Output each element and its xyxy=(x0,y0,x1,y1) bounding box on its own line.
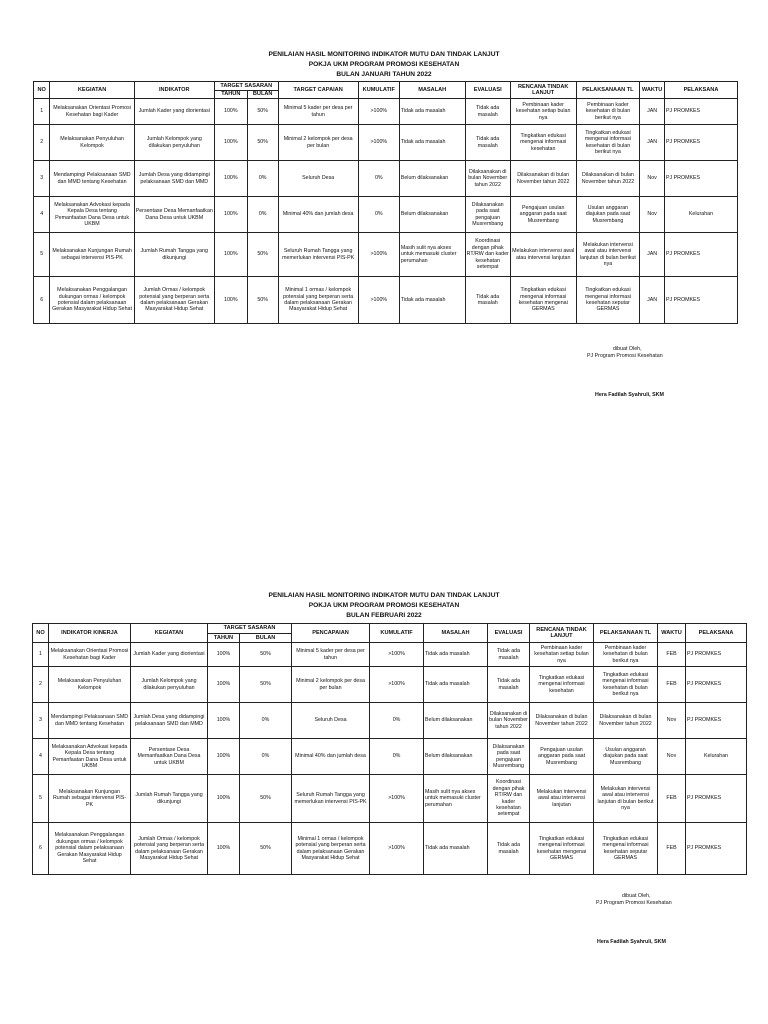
cell: Dilaksanakan di bulan November tahun 2022 xyxy=(530,703,594,739)
cell: Tidak ada masalah xyxy=(465,277,510,324)
cell: 100% xyxy=(214,277,247,324)
cell: FEB xyxy=(658,667,686,703)
cell: Pembinaan kader kesehatan setiap bulan nya xyxy=(510,99,576,125)
cell: 5 xyxy=(34,233,50,277)
cell: 50% xyxy=(240,667,292,703)
cell: 100% xyxy=(214,125,247,161)
cell: >100% xyxy=(358,233,399,277)
cell: 50% xyxy=(247,277,278,324)
cell: 1 xyxy=(33,643,49,667)
table-row xyxy=(33,739,747,775)
cell: Seluruh Rumah Tangga yang memerlukan intervensi PIS-PK xyxy=(292,775,370,823)
cell: Usulan anggaran diajukan pada saat Musrembang xyxy=(594,739,658,775)
cell: Koordinasi dengan pihak RT/RW dan kader kesehatan setempat xyxy=(465,233,510,277)
cell: JAN xyxy=(640,125,665,161)
cell: Minimal 1 ormas / kelompok potensial yang berperan serta dalam pelaksanaan Gerakan Masyarakat Hidup Sehat xyxy=(292,823,370,875)
table-row xyxy=(34,233,738,277)
cell: Nov xyxy=(658,739,686,775)
cell: JAN xyxy=(640,233,665,277)
cell: Belum dilaksanakan xyxy=(424,703,488,739)
cell: Tingkatkan edukasi mengenai informasi kesehatan xyxy=(510,125,576,161)
cell: Melaksanakan Orientasi Promosi Kesehatan bagi Kader xyxy=(50,99,134,125)
cell: PJ PROMKES xyxy=(686,703,747,739)
table-row xyxy=(33,775,747,823)
report-title xyxy=(0,50,768,80)
cell: 100% xyxy=(208,703,240,739)
cell: Seluruh Desa xyxy=(278,161,358,197)
cell: Melaksanakan Advokasi kepada Kepala Desa tentang Pemanfaatan Dana Desa untuk UKBM xyxy=(50,197,134,233)
header-evaluasi: EVALUASI xyxy=(488,624,530,643)
cell: 50% xyxy=(240,823,292,875)
title-line-3: BULAN FEBRUARI 2022 xyxy=(346,612,422,619)
cell: 2 xyxy=(34,125,50,161)
header-pelaksana: PELAKSANA xyxy=(664,82,737,99)
cell: Tingkatkan edukasi mengenai informasi kesehatan mengenai GERMAS xyxy=(530,823,594,875)
cell: Melaksanakan Kunjungan Rumah sebagai intervensi PIS-PK xyxy=(50,233,134,277)
cell: Dilaksanakan di bulan November tahun 2022 xyxy=(465,161,510,197)
cell: Jumlah Kader yang diorientasi xyxy=(134,99,214,125)
cell: Jumlah Rumah Tangga yang dikunjungi xyxy=(134,233,214,277)
header-bulan: BULAN xyxy=(240,634,292,643)
cell: PJ PROMKES xyxy=(664,161,737,197)
january-table xyxy=(33,81,738,324)
cell: Nov xyxy=(658,703,686,739)
cell: Dilaksanakan pada saat pengajuan Musrembang xyxy=(465,197,510,233)
cell: Pengajuan usulan anggaran pada saat Musrembang xyxy=(530,739,594,775)
cell: 1 xyxy=(34,99,50,125)
cell: JAN xyxy=(640,277,665,324)
cell: 50% xyxy=(247,125,278,161)
cell: 100% xyxy=(214,197,247,233)
cell: Melaksanakan Penyuluhan Kelompok xyxy=(49,667,131,703)
cell: Tingkatkan edukasi mengenai informasi kesehatan xyxy=(530,667,594,703)
cell: Tidak ada masalah xyxy=(424,823,488,875)
cell: 100% xyxy=(214,161,247,197)
cell: Belum dilaksanakan xyxy=(399,197,465,233)
header-capaian: TARGET CAPAIAN xyxy=(278,82,358,99)
cell: Tidak ada masalah xyxy=(399,277,465,324)
header-no: NO xyxy=(34,82,50,99)
cell: Tidak ada masalah xyxy=(488,667,530,703)
table-row xyxy=(34,99,738,125)
cell: Mendampingi Pelaksanaan SMD dan MMD tentang Kesehatan xyxy=(49,703,131,739)
title-line-1: PENILAIAN HASIL MONITORING INDIKATOR MUTU DAN TINDAK LANJUT xyxy=(268,592,500,599)
table-row xyxy=(34,125,738,161)
cell: Tidak ada masalah xyxy=(465,99,510,125)
cell: Nov xyxy=(640,161,665,197)
cell: 0% xyxy=(358,197,399,233)
cell: 3 xyxy=(34,161,50,197)
title-line-2: POKJA UKM PROGRAM PROMOSI KESEHATAN xyxy=(308,602,460,609)
cell: FEB xyxy=(658,643,686,667)
cell: Pembinaan kader kesehatan setiap bulan nya xyxy=(530,643,594,667)
cell: Persentase Desa Memanfaatkan Dana Desa untuk UKBM xyxy=(134,197,214,233)
cell: Dilaksanakan di bulan November tahun 2022 xyxy=(594,703,658,739)
header-kegiatan: KEGIATAN xyxy=(131,624,208,643)
table-row xyxy=(34,277,738,324)
header-waktu: WAKTU xyxy=(640,82,665,99)
cell: Koordinasi dengan pihak RT/RW dan kader kesehatan setempat xyxy=(488,775,530,823)
signature-role: PJ Program Promosi Kesehatan xyxy=(596,900,672,906)
signature-made-by: dibuat Oleh, xyxy=(622,893,651,899)
cell: Jumlah Kader yang diorientasi xyxy=(131,643,208,667)
cell: Tingkatkan edukasi mengenai informasi kesehatan di bulan berikut nya xyxy=(594,667,658,703)
cell: Seluruh Desa xyxy=(292,703,370,739)
january-rows xyxy=(34,99,738,324)
cell: Belum dilaksanakan xyxy=(424,739,488,775)
header-bulan: BULAN xyxy=(247,91,278,99)
cell: Tidak ada masalah xyxy=(399,125,465,161)
header-masalah: MASALAH xyxy=(399,82,465,99)
cell: Tidak ada masalah xyxy=(488,643,530,667)
cell: Tidak ada masalah xyxy=(465,125,510,161)
header-masalah: MASALAH xyxy=(424,624,488,643)
cell: 3 xyxy=(33,703,49,739)
title-line-2: POKJA UKM PROGRAM PROMOSI KESEHATAN xyxy=(308,61,460,68)
cell: 0% xyxy=(240,739,292,775)
cell: 100% xyxy=(214,99,247,125)
signature-block xyxy=(587,346,663,360)
cell: >100% xyxy=(370,643,424,667)
header-rencana: RENCANA TINDAK LANJUT xyxy=(510,82,576,99)
cell: 6 xyxy=(34,277,50,324)
cell: Dilaksanakan di bulan November tahun 2022 xyxy=(510,161,576,197)
cell: PJ PROMKES xyxy=(664,99,737,125)
cell: Usulan anggaran diajukan pada saat Musrembang xyxy=(576,197,640,233)
cell: Seluruh Rumah Tangga yang memerlukan intervensi PIS-PK xyxy=(278,233,358,277)
cell: 0% xyxy=(358,161,399,197)
cell: JAN xyxy=(640,99,665,125)
cell: Melakukan intervensi awal atau intervensi lanjutan di bulan berikut nya xyxy=(594,775,658,823)
cell: 6 xyxy=(33,823,49,875)
cell: Tidak ada masalah xyxy=(424,667,488,703)
cell: PJ PROMKES xyxy=(664,233,737,277)
cell: 0% xyxy=(370,703,424,739)
cell: Minimal 1 ormas / kelompok potensial yang berperan serta dalam pelaksanaan Gerakan Masyarakat Hidup Sehat xyxy=(278,277,358,324)
signature-role: PJ Program Promosi Kesehatan xyxy=(587,353,663,359)
cell: PJ PROMKES xyxy=(664,277,737,324)
cell: Minimal 40% dan jumlah desa xyxy=(278,197,358,233)
cell: Kelurahan xyxy=(664,197,737,233)
cell: 50% xyxy=(240,775,292,823)
cell: Minimal 5 kader per desa per tahun xyxy=(292,643,370,667)
header-pelaksana: PELAKSANA xyxy=(686,624,747,643)
february-rows xyxy=(33,643,747,875)
cell: Minimal 2 kelompok per desa per bulan xyxy=(292,667,370,703)
cell: Jumlah Ormas / kelompok potensial yang berperan serta dalam pelaksanaan Gerakan Masyarakat Hidup Sehat xyxy=(131,823,208,875)
cell: >100% xyxy=(370,823,424,875)
header-target: TARGET SASARAN xyxy=(214,82,278,91)
cell: 5 xyxy=(33,775,49,823)
header-pelaksanaan: PELAKSANAAN TL xyxy=(594,624,658,643)
cell: Melaksanakan Kunjungan Rumah sebagai intervensi PIS-PK xyxy=(49,775,131,823)
header-target: TARGET SASARAN xyxy=(208,624,292,634)
header-kegiatan: KEGIATAN xyxy=(50,82,134,99)
cell: Minimal 2 kelompok per desa per bulan xyxy=(278,125,358,161)
cell: 0% xyxy=(370,739,424,775)
cell: Jumlah Ormas / kelompok potensial yang berperan serta dalam pelaksanaan Gerakan Masyarakat Hidup Sehat xyxy=(134,277,214,324)
cell: FEB xyxy=(658,823,686,875)
cell: Dilaksanakan pada saat pengajuan Musrembang xyxy=(488,739,530,775)
header-indikator-kinerja: INDIKATOR KINERJA xyxy=(49,624,131,643)
cell: Melaksanakan Penggalangan dukungan ormas / kelompok potensial dalam pelaksanaan Gerakan Masyarakat Hidup Sehat xyxy=(49,823,131,875)
cell: Minimal 40% dan jumlah desa xyxy=(292,739,370,775)
cell: Tingkatkan edukasi mengenai informasi kesehatan seputar GERMAS xyxy=(576,277,640,324)
header-waktu: WAKTU xyxy=(658,624,686,643)
cell: Persentase Desa Memanfaatkan Dana Desa untuk UKBM xyxy=(131,739,208,775)
header-tahun: TAHUN xyxy=(208,634,240,643)
header-kumulatif: KUMULATIF xyxy=(358,82,399,99)
cell: PJ PROMKES xyxy=(686,823,747,875)
title-line-1: PENILAIAN HASIL MONITORING INDIKATOR MUTU DAN TINDAK LANJUT xyxy=(268,51,500,58)
table-row xyxy=(33,703,747,739)
cell: Mendampingi Pelaksanaan SMD dan MMD tentang Kesehatan xyxy=(50,161,134,197)
cell: 50% xyxy=(240,643,292,667)
cell: Masih sulit nya akses untuk memasuki cluster perumahan xyxy=(424,775,488,823)
cell: 0% xyxy=(240,703,292,739)
cell: >100% xyxy=(358,99,399,125)
report-title xyxy=(0,591,768,621)
cell: 100% xyxy=(208,667,240,703)
cell: 100% xyxy=(208,823,240,875)
cell: >100% xyxy=(370,775,424,823)
cell: PJ PROMKES xyxy=(664,125,737,161)
header-rencana: RENCANA TINDAK LANJUT xyxy=(530,624,594,643)
cell: Jumlah Kelompok yang dilakukan penyuluhan xyxy=(134,125,214,161)
cell: PJ PROMKES xyxy=(686,643,747,667)
header-indikator: INDIKATOR xyxy=(134,82,214,99)
header-evaluasi: EVALUASI xyxy=(465,82,510,99)
cell: Jumlah Desa yang didampingi pelaksanaan SMD dan MMD xyxy=(134,161,214,197)
cell: Pengajuan usulan anggaran pada saat Musrembang xyxy=(510,197,576,233)
cell: 100% xyxy=(208,739,240,775)
signature-block xyxy=(596,893,672,907)
cell: Tidak ada masalah xyxy=(424,643,488,667)
cell: Pembinaan kader kesehatan di bulan berikut nya xyxy=(594,643,658,667)
cell: >100% xyxy=(358,277,399,324)
table-row xyxy=(33,643,747,667)
cell: Melaksanakan Orientasi Promosi Kesehatan bagi Kader xyxy=(49,643,131,667)
cell: Melakukan intervensi awal atau intervensi lanjutan di bulan berikut nya xyxy=(576,233,640,277)
header-tahun: TAHUN xyxy=(214,91,247,99)
february-table xyxy=(32,623,747,875)
cell: Tingkatkan edukasi mengenai informasi kesehatan di bulan berikut nya xyxy=(576,125,640,161)
cell: 100% xyxy=(208,643,240,667)
cell: PJ PROMKES xyxy=(686,775,747,823)
cell: Melakukan intervensi awal atau intervensi lanjutan xyxy=(530,775,594,823)
header-pelaksanaan: PELAKSANAAN TL xyxy=(576,82,640,99)
cell: Dilaksanakan di bulan November tahun 2022 xyxy=(488,703,530,739)
table-row xyxy=(33,667,747,703)
header-kumulatif: KUMULATIF xyxy=(370,624,424,643)
cell: Tidak ada masalah xyxy=(488,823,530,875)
cell: 4 xyxy=(33,739,49,775)
cell: Melaksanakan Penggalangan dukungan ormas / kelompok potensial dalam pelaksanaan Gerakan Masyarakat Hidup Sehat xyxy=(50,277,134,324)
signature-name: Hera Fadilah Syahruli, SKM xyxy=(597,939,666,945)
cell: Kelurahan xyxy=(686,739,747,775)
cell: 50% xyxy=(247,99,278,125)
signature-made-by: dibuat Oleh, xyxy=(613,346,642,352)
cell: 2 xyxy=(33,667,49,703)
cell: 50% xyxy=(247,233,278,277)
header-pencapaian: PENCAPAIAN xyxy=(292,624,370,643)
cell: Tingkatkan edukasi mengenai informasi kesehatan seputar GERMAS xyxy=(594,823,658,875)
cell: Jumlah Rumah Tangga yang dikunjungi xyxy=(131,775,208,823)
cell: Pembinaan kader kesehatan di bulan berikut nya xyxy=(576,99,640,125)
cell: Nov xyxy=(640,197,665,233)
cell: 0% xyxy=(247,161,278,197)
cell: Melaksanakan Penyuluhan Kelompok xyxy=(50,125,134,161)
header-no: NO xyxy=(33,624,49,643)
table-row xyxy=(34,197,738,233)
cell: 100% xyxy=(214,233,247,277)
cell: Melakukan intervensi awal atau intervensi lanjutan xyxy=(510,233,576,277)
cell: Melaksanakan Advokasi kepada Kepala Desa tentang Pemanfaatan Dana Desa untuk UKBM xyxy=(49,739,131,775)
cell: >100% xyxy=(370,667,424,703)
cell: 100% xyxy=(208,775,240,823)
cell: >100% xyxy=(358,125,399,161)
cell: 0% xyxy=(247,197,278,233)
table-row xyxy=(34,161,738,197)
table-row xyxy=(33,823,747,875)
cell: Masih sulit nya akses untuk memasuki cluster perumahan xyxy=(399,233,465,277)
title-line-3: BULAN JANUARI TAHUN 2022 xyxy=(336,71,432,78)
cell: 4 xyxy=(34,197,50,233)
cell: FEB xyxy=(658,775,686,823)
cell: Dilaksanakan di bulan November tahun 2022 xyxy=(576,161,640,197)
cell: Tingkatkan edukasi mengenai informasi kesehatan mengenai GERMAS xyxy=(510,277,576,324)
cell: Belum dilaksanakan xyxy=(399,161,465,197)
cell: Tidak ada masalah xyxy=(399,99,465,125)
cell: Jumlah Kelompok yang dilakukan penyuluhan xyxy=(131,667,208,703)
cell: PJ PROMKES xyxy=(686,667,747,703)
cell: Minimal 5 kader per desa per tahun xyxy=(278,99,358,125)
cell: Jumlah Desa yang didampingi pelaksanaan SMD dan MMD xyxy=(131,703,208,739)
signature-name: Hera Fadilah Syahruli, SKM xyxy=(595,392,664,398)
